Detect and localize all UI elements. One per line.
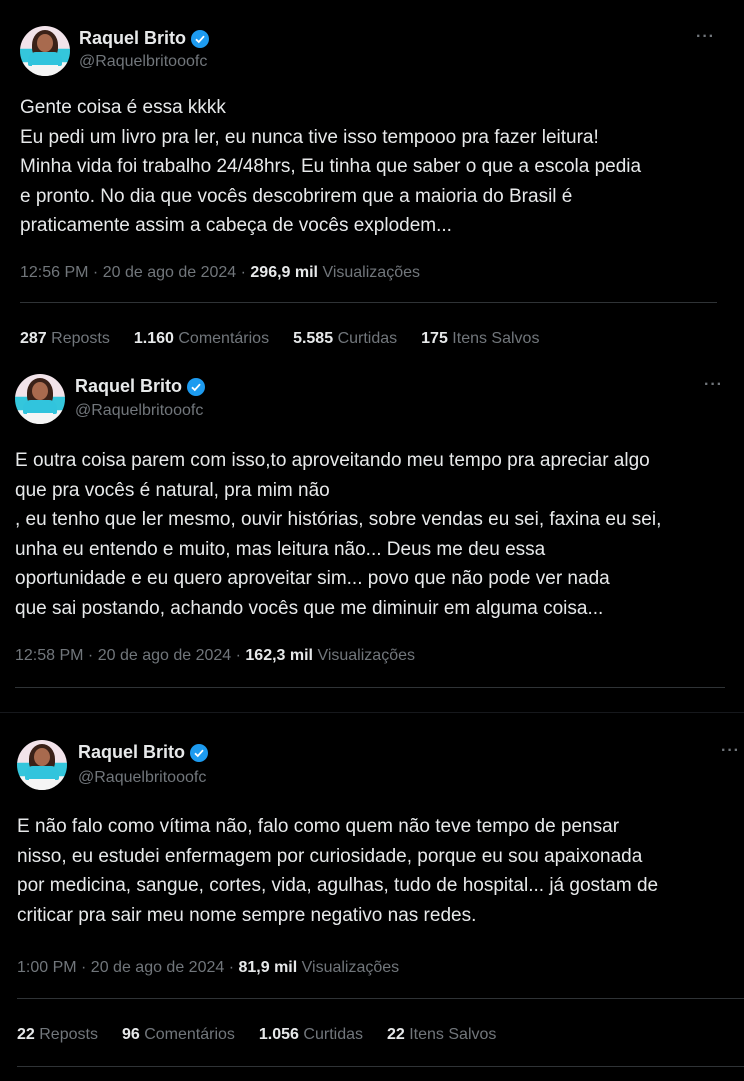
author-name[interactable]: Raquel Brito bbox=[75, 376, 183, 396]
tweet-meta bbox=[15, 647, 415, 665]
comments-stat[interactable]: 96 Comentários bbox=[121, 1026, 235, 1043]
saves-stat[interactable]: 175 Itens Salvos bbox=[421, 330, 540, 347]
avatar[interactable] bbox=[17, 740, 67, 790]
views-label: Visualizações bbox=[313, 647, 415, 664]
author-handle[interactable]: @Raquelbritooofc bbox=[79, 53, 208, 70]
more-options-icon[interactable]: ··· bbox=[721, 742, 740, 759]
tweet-text: E não falo como vítima não, falo como quem não teve tempo de pensar nisso, eu estudei enfermagem por curiosidade, porque eu sou apaixonada por medicina, sangue, cortes, vida, agulhas, tudo de hospital... já gostam de criticar pra sair meu nome sempre negativo nas redes. bbox=[17, 816, 659, 926]
more-options-icon[interactable]: ··· bbox=[696, 28, 715, 45]
views-label: Visualizações bbox=[318, 264, 420, 281]
views-count: 296,9 mil bbox=[250, 264, 318, 281]
tweet-meta bbox=[20, 264, 420, 282]
divider bbox=[20, 302, 717, 303]
tweet-3[interactable] bbox=[0, 712, 744, 1081]
views-count: 81,9 mil bbox=[238, 959, 298, 976]
tweet-text: E outra coisa parem com isso,to aproveitando meu tempo pra apreciar algo que pra vocês é natural, pra mim não , eu tenho que ler mesmo, ouvir histórias, sobre vendas eu sei, faxina eu sei, unha eu entendo e muito, mas leitura não... Deus me deu essa oportunidade e eu quero aproveitar sim... povo que não pode ver nada que sai postando, achando vocês que me diminuir em alguma coisa... bbox=[15, 450, 662, 619]
author-handle[interactable]: @Raquelbritooofc bbox=[78, 769, 207, 786]
tweet-2[interactable] bbox=[0, 356, 744, 706]
divider bbox=[15, 687, 725, 688]
views-label: Visualizações bbox=[297, 959, 400, 976]
likes-stat[interactable]: 5.585 Curtidas bbox=[293, 330, 398, 347]
tweet-timestamp[interactable]: 12:56 PM · 20 de ago de 2024 · bbox=[20, 264, 251, 281]
divider bbox=[17, 998, 744, 999]
tweet-meta bbox=[17, 959, 399, 977]
reposts-stat[interactable]: 22 Reposts bbox=[17, 1026, 98, 1043]
saves-stat[interactable]: 22 Itens Salvos bbox=[386, 1026, 497, 1043]
verified-badge-icon bbox=[190, 744, 208, 762]
engagement-stats bbox=[20, 330, 539, 348]
engagement-stats bbox=[17, 1026, 496, 1044]
divider bbox=[17, 1066, 744, 1067]
tweet-text: Gente coisa é essa kkkk Eu pedi um livro pra ler, eu nunca tive isso tempooo pra fazer leitura! Minha vida foi trabalho 24/48hrs, Eu tinha que saber o que a escola pedia e pronto. No dia que vocês descobrirem que a maioria do Brasil é praticamente assim a cabeça de vocês explodem... bbox=[20, 97, 642, 236]
author-name[interactable]: Raquel Brito bbox=[79, 28, 187, 48]
reposts-stat[interactable]: 287 Reposts bbox=[20, 330, 110, 347]
verified-badge-icon bbox=[187, 378, 205, 396]
author-handle[interactable]: @Raquelbritooofc bbox=[75, 402, 204, 419]
avatar[interactable] bbox=[15, 374, 65, 424]
tweet-timestamp[interactable]: 1:00 PM · 20 de ago de 2024 · bbox=[17, 959, 239, 976]
views-count: 162,3 mil bbox=[245, 647, 313, 664]
avatar[interactable] bbox=[20, 26, 70, 76]
tweet-1[interactable] bbox=[0, 0, 744, 356]
tweet-timestamp[interactable]: 12:58 PM · 20 de ago de 2024 · bbox=[15, 647, 246, 664]
more-options-icon[interactable]: ··· bbox=[704, 376, 723, 393]
author-name[interactable]: Raquel Brito bbox=[78, 742, 186, 762]
verified-badge-icon bbox=[191, 30, 209, 48]
comments-stat[interactable]: 1.160 Comentários bbox=[133, 330, 270, 347]
likes-stat[interactable]: 1.056 Curtidas bbox=[258, 1026, 363, 1043]
